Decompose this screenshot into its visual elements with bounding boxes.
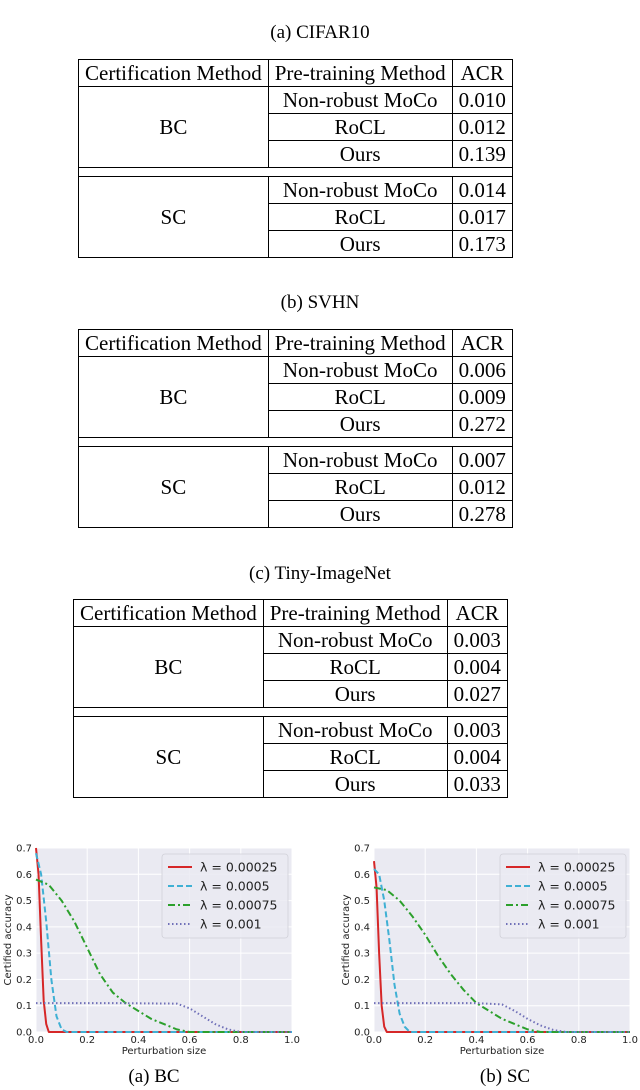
acr-cell: 0.003 — [447, 627, 507, 654]
table-caption-tiny-imagenet: (c) Tiny-ImageNet — [249, 563, 391, 584]
x-axis-label: Perturbation size — [459, 1046, 545, 1057]
acr-cell: 0.004 — [447, 744, 507, 771]
header-pretraining-method: Pre-training Method — [268, 330, 452, 357]
y-tick-label: 0.6 — [16, 869, 32, 881]
group-separator — [79, 438, 513, 447]
pretraining-cell: RoCL — [268, 384, 452, 411]
legend-label: λ = 0.001 — [538, 916, 600, 932]
y-tick-label: 0.7 — [16, 843, 32, 855]
acr-cell: 0.009 — [452, 384, 512, 411]
pretraining-cell: RoCL — [263, 744, 447, 771]
legend-label: λ = 0.00075 — [200, 897, 278, 913]
acr-cell: 0.010 — [452, 87, 512, 114]
acr-cell: 0.012 — [452, 474, 512, 501]
x-tick-label: 0.0 — [366, 1035, 382, 1046]
table-row — [79, 357, 513, 384]
x-tick-label: 0.8 — [570, 1035, 587, 1046]
plot-bc — [0, 840, 300, 1062]
y-axis-label: Certified accuracy — [3, 894, 14, 986]
header-pretraining-method: Pre-training Method — [263, 600, 447, 627]
figure-caption-bc: (a) BC — [128, 1066, 180, 1087]
pretraining-cell: Ours — [268, 231, 452, 258]
line-chart-bc — [0, 840, 300, 1062]
header-acr: ACR — [452, 60, 512, 87]
acr-cell: 0.017 — [452, 204, 512, 231]
acr-cell: 0.272 — [452, 411, 512, 438]
table-row — [79, 87, 513, 114]
y-axis-label: Certified accuracy — [341, 894, 352, 986]
table-row — [79, 177, 513, 204]
acr-cell: 0.006 — [452, 357, 512, 384]
results-table-cifar10 — [78, 59, 513, 258]
pretraining-cell: Non-robust MoCo — [263, 627, 447, 654]
header-certification-method: Certification Method — [79, 60, 269, 87]
x-tick-label: 0.2 — [417, 1035, 434, 1046]
certification-method-cell: SC — [74, 717, 264, 798]
header-pretraining-method: Pre-training Method — [268, 60, 452, 87]
table-row — [79, 447, 513, 474]
x-tick-label: 1.0 — [284, 1035, 300, 1046]
header-acr: ACR — [452, 330, 512, 357]
x-tick-label: 0.4 — [130, 1035, 147, 1046]
table-caption-svhn: (b) SVHN — [280, 292, 360, 313]
x-tick-label: 0.4 — [468, 1035, 485, 1046]
pretraining-cell: Non-robust MoCo — [268, 87, 452, 114]
x-tick-label: 0.6 — [519, 1035, 536, 1046]
legend-label: λ = 0.001 — [200, 916, 262, 932]
y-tick-label: 0.1 — [354, 1001, 370, 1013]
table-header-row — [79, 330, 513, 357]
results-table-svhn — [78, 329, 513, 528]
pretraining-cell: Ours — [263, 771, 447, 798]
pretraining-cell: Ours — [263, 681, 447, 708]
y-tick-label: 0.2 — [354, 974, 370, 986]
acr-cell: 0.007 — [452, 447, 512, 474]
plot-sc — [338, 840, 638, 1062]
table-header-row — [79, 60, 513, 87]
group-separator — [79, 168, 513, 177]
group-separator — [74, 708, 508, 717]
x-axis-label: Perturbation size — [121, 1046, 207, 1057]
acr-cell: 0.278 — [452, 501, 512, 528]
y-tick-label: 0.0 — [354, 1027, 370, 1039]
figure-caption-sc: (b) SC — [479, 1066, 531, 1087]
pretraining-cell: Non-robust MoCo — [263, 717, 447, 744]
results-table-tiny-imagenet — [73, 599, 508, 798]
header-certification-method: Certification Method — [74, 600, 264, 627]
acr-cell: 0.139 — [452, 141, 512, 168]
line-chart-sc — [338, 840, 638, 1062]
acr-cell: 0.033 — [447, 771, 507, 798]
table-row — [74, 717, 508, 744]
pretraining-cell: RoCL — [268, 204, 452, 231]
table-header-row — [74, 600, 508, 627]
legend-label: λ = 0.00075 — [538, 897, 616, 913]
table-caption-cifar10: (a) CIFAR10 — [270, 22, 370, 43]
y-tick-label: 0.5 — [16, 896, 32, 908]
certification-method-cell: BC — [74, 627, 264, 708]
header-certification-method: Certification Method — [79, 330, 269, 357]
pretraining-cell: Ours — [268, 141, 452, 168]
y-tick-label: 0.2 — [16, 974, 32, 986]
pretraining-cell: RoCL — [268, 474, 452, 501]
pretraining-cell: Ours — [268, 501, 452, 528]
x-tick-label: 1.0 — [622, 1035, 638, 1046]
y-tick-label: 0.4 — [16, 922, 32, 934]
certification-method-cell: BC — [79, 87, 269, 168]
pretraining-cell: Non-robust MoCo — [268, 447, 452, 474]
pretraining-cell: Ours — [268, 411, 452, 438]
x-tick-label: 0.2 — [79, 1035, 96, 1046]
x-tick-label: 0.6 — [181, 1035, 198, 1046]
acr-cell: 0.027 — [447, 681, 507, 708]
y-tick-label: 0.3 — [354, 948, 370, 960]
y-tick-label: 0.7 — [354, 843, 370, 855]
y-tick-label: 0.3 — [16, 948, 32, 960]
legend-label: λ = 0.0005 — [538, 878, 608, 894]
pretraining-cell: Non-robust MoCo — [268, 357, 452, 384]
acr-cell: 0.173 — [452, 231, 512, 258]
legend-label: λ = 0.00025 — [538, 859, 616, 875]
table-row — [74, 627, 508, 654]
y-tick-label: 0.5 — [354, 896, 370, 908]
pretraining-cell: RoCL — [268, 114, 452, 141]
y-tick-label: 0.0 — [16, 1027, 32, 1039]
acr-cell: 0.012 — [452, 114, 512, 141]
acr-cell: 0.014 — [452, 177, 512, 204]
acr-cell: 0.004 — [447, 654, 507, 681]
x-tick-label: 0.8 — [232, 1035, 249, 1046]
legend-label: λ = 0.0005 — [200, 878, 270, 894]
y-tick-label: 0.4 — [354, 922, 370, 934]
x-tick-label: 0.0 — [28, 1035, 44, 1046]
y-tick-label: 0.1 — [16, 1001, 32, 1013]
certification-method-cell: SC — [79, 447, 269, 528]
pretraining-cell: Non-robust MoCo — [268, 177, 452, 204]
certification-method-cell: BC — [79, 357, 269, 438]
header-acr: ACR — [447, 600, 507, 627]
acr-cell: 0.003 — [447, 717, 507, 744]
pretraining-cell: RoCL — [263, 654, 447, 681]
certification-method-cell: SC — [79, 177, 269, 258]
legend-label: λ = 0.00025 — [200, 859, 278, 875]
y-tick-label: 0.6 — [354, 869, 370, 881]
